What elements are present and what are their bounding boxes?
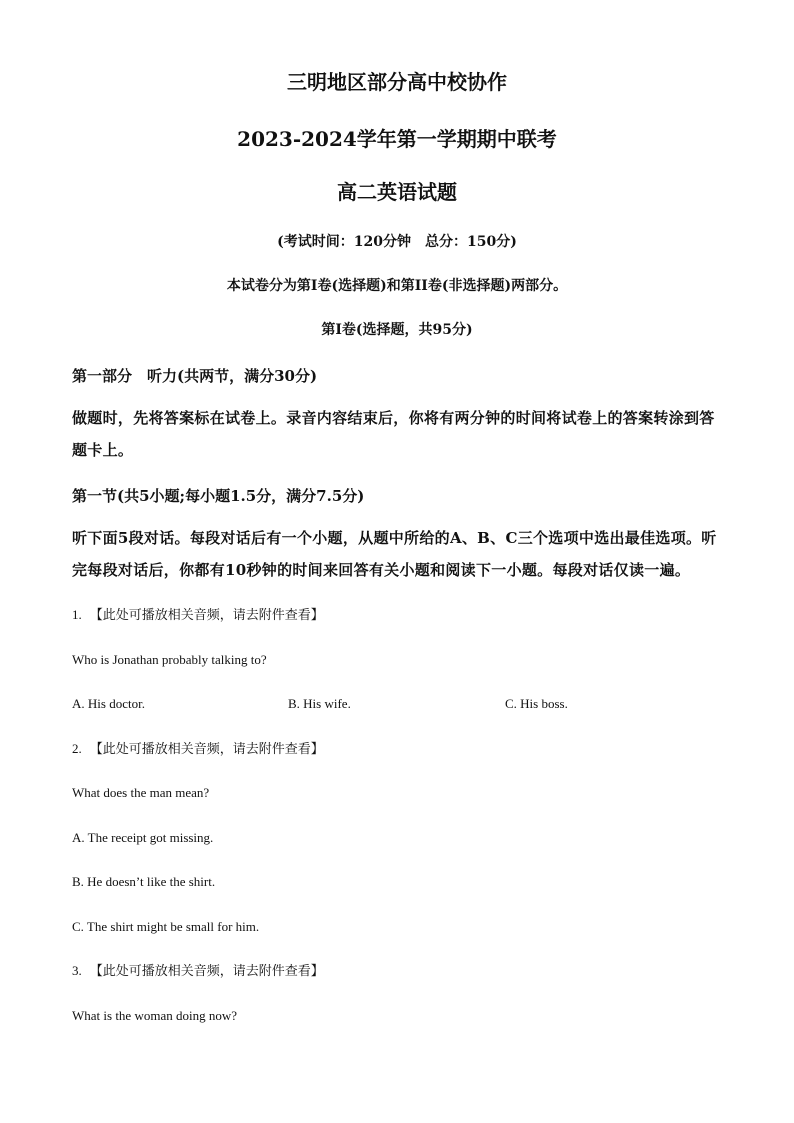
question-1-options <box>72 695 724 713</box>
header-school: 三明地区部分高中校协作 <box>287 70 507 94</box>
question-2-option-c[interactable]: C. The shirt might be small for him. <box>72 919 260 934</box>
question-number: 3. <box>72 963 82 978</box>
option-a[interactable]: A. His doctor. <box>72 696 145 711</box>
question-2-audio <box>72 740 724 759</box>
audio-note[interactable]: 【此处可播放相关音频，请去附件查看】 <box>89 964 324 979</box>
question-1-text: Who is Jonathan probably talking to? <box>72 652 267 667</box>
question-2-option-a[interactable]: A. The receipt got missing. <box>72 830 214 845</box>
question-1-audio <box>72 606 724 625</box>
part1-title: 第一部分 听力(共两节，满分30分) <box>72 367 318 385</box>
section1-instruction: 听下面5段对话。每段对话后有一个小题，从题中所给的A、B、C三个选项中选出最佳选项。听完每段对话后，你都有10秒钟的时间来回答有关小题和阅读下一小题。每段对话仅读一遍。 <box>72 529 717 579</box>
header-term: 2023-2024学年第一学期期中联考 <box>237 127 557 151</box>
question-number: 2. <box>72 741 82 756</box>
question-3-text: What is the woman doing now? <box>72 1008 237 1023</box>
audio-note[interactable]: 【此处可播放相关音频，请去附件查看】 <box>89 742 324 757</box>
paper-note: 本试卷分为第I卷(选择题)和第II卷(非选择题)两部分。 <box>226 278 568 294</box>
exam-info: (考试时间：120分钟 总分：150分) <box>277 234 517 250</box>
audio-note[interactable]: 【此处可播放相关音频，请去附件查看】 <box>89 608 324 623</box>
question-2-text: What does the man mean? <box>72 785 210 800</box>
option-b[interactable]: B. His wife. <box>288 696 351 711</box>
part1-instruction: 做题时，先将答案标在试卷上。录音内容结束后，你将有两分钟的时间将试卷上的答案转涂到答题卡上。 <box>72 409 715 459</box>
question-3-audio <box>72 962 724 981</box>
section1-title: 第一节(共5小题;每小题1.5分，满分7.5分) <box>72 487 365 505</box>
volume-title: 第I卷(选择题，共95分) <box>321 322 473 338</box>
question-number: 1. <box>72 607 82 622</box>
question-2-option-b[interactable]: B. He doesn’t like the shirt. <box>72 874 216 889</box>
header-subject: 高二英语试题 <box>337 180 457 204</box>
option-c[interactable]: C. His boss. <box>505 696 568 711</box>
